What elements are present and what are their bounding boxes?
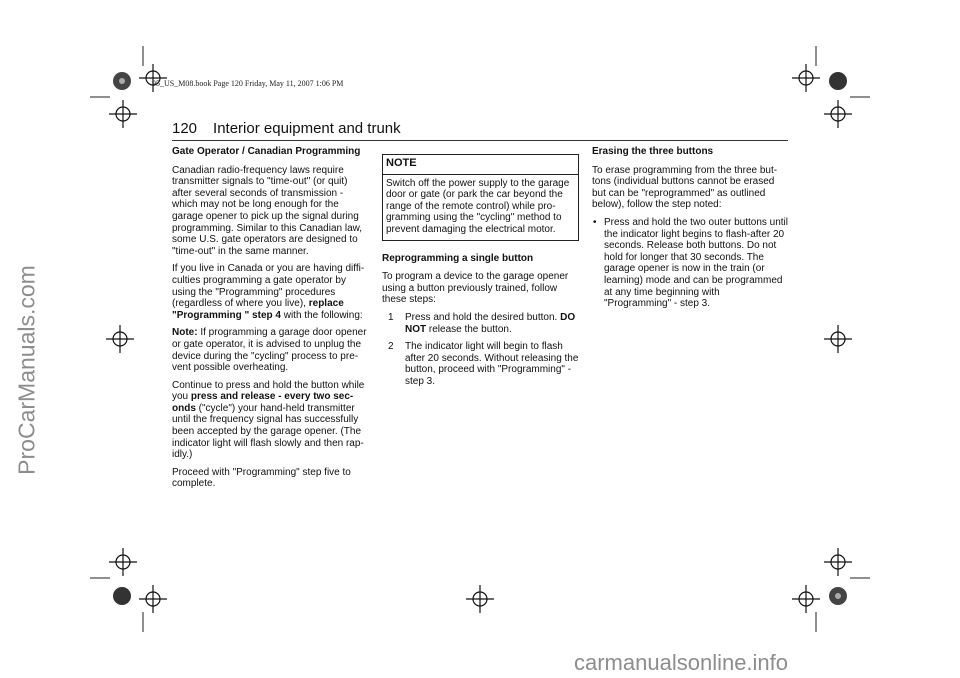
note-label: Note: [172, 327, 198, 339]
title-rule [172, 140, 788, 141]
section-heading-reprogramming: Reprogramming a single button [382, 252, 534, 264]
list-item [592, 217, 788, 310]
section-heading-gate-operator: Gate Operator / Canadian Programming [172, 146, 361, 157]
bold-text: replace "Programming " step 4 [172, 298, 344, 321]
bullet-icon: • [593, 216, 597, 228]
note-box [382, 154, 579, 241]
paragraph: If you live in Canada or you are having diffi-culties programming a gate operator by using the "Programming" procedures (regardless of where you live), replace "Programming " step 4 with the following: [172, 263, 365, 321]
paragraph: Proceed with "Programming" step five to complete. [172, 466, 351, 490]
column-2 [382, 146, 579, 394]
print-header-meta: 95_US_M08.book Page 120 Friday, May 11, 2007 1:06 PM [152, 79, 344, 88]
bold-text: DO NOT [405, 311, 576, 335]
section-heading-erasing: Erasing the three buttons [592, 146, 714, 157]
note-text: Switch off the power supply to the garage door or gate (or park the car beyond the range of the remote control) while pro-gramming using the "cycling" method to prevent damaging the electrical motor. [386, 177, 570, 235]
paragraph: To program a device to the garage opener using a button previously trained, follow these steps: [382, 271, 569, 306]
list-item [382, 341, 579, 387]
step-number: 1 [388, 311, 394, 323]
note-paragraph: Note: If programming a garage door opener or gate operator, it is advised to unplug the device during the "cycling" process to pre-vent possible overheating. [172, 327, 367, 374]
bottom-watermark: carmanualsonline.info [574, 650, 789, 675]
chapter-title: Interior equipment and trunk [213, 120, 401, 137]
step-number: 2 [388, 341, 394, 353]
paragraph: Canadian radio-frequency laws require transmitter signals to "time-out" (or quit) after several seconds of transmission - which may not be long enough for the garage opener to pick up the signal during programming. Similar to this Canadian law, some U.S. gate operators are designed to "time-out" in the same manner. [172, 164, 363, 257]
column-3 [592, 146, 788, 310]
step-list [382, 312, 579, 388]
list-item: 1 Press and hold the desired button. DO NOT release the button. [382, 312, 579, 335]
page-title [172, 120, 401, 137]
paragraph: Continue to press and hold the button while you press and release - every two sec-onds ("cycle") your hand-held transmitter until the frequency signal has successfully been accepted by the garage opener. (The indicator light will flash slowly and then rap-idly.) [172, 379, 365, 461]
step-text: The indicator light will begin to flash after 20 seconds. Without releasing the button, proceed with "Programming" - step 3. [405, 341, 579, 387]
note-title: NOTE [383, 155, 578, 175]
paragraph: To erase programming from the three but-tons (individual buttons cannot be erased but can be "reprogrammed" as outlined below), follow the step noted: [592, 164, 778, 211]
bold-text: press and release - every two sec-onds [172, 391, 354, 414]
side-watermark: ProCarManuals.com [13, 265, 40, 475]
page-number: 120 [172, 120, 198, 137]
bullet-text: Press and hold the two outer buttons until the indicator light begins to flash-after 20 seconds. Release both buttons. Do not hold for longer that 30 seconds. The garage opener is now in the train (or learning) mode and can be programmed at any time beginning with "Programming" - step 3. [604, 216, 789, 310]
column-1 [172, 146, 369, 496]
